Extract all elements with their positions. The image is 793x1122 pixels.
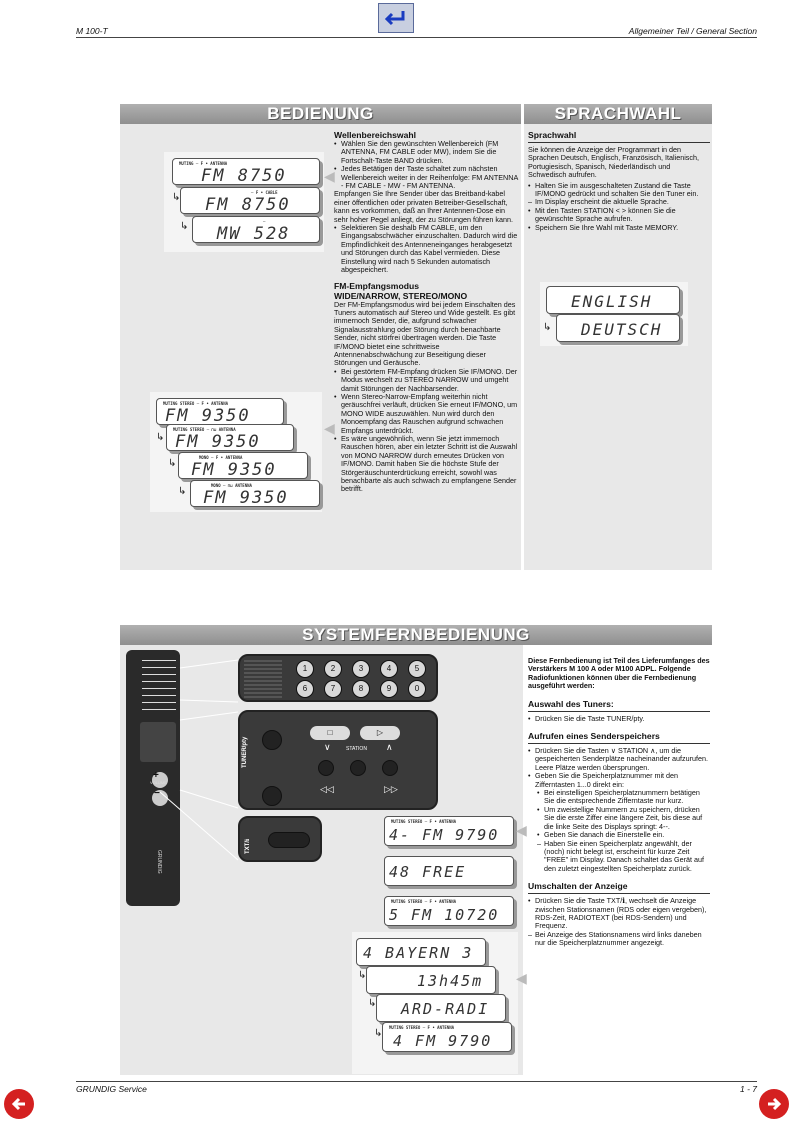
section-heading: Auswahl des Tuners: <box>528 698 614 709</box>
volume-label: VOLUME <box>150 780 167 785</box>
plus-icon: + <box>153 770 159 781</box>
station-up-button[interactable]: ▷ <box>360 726 400 740</box>
arrow-icon: ↳ <box>156 432 165 443</box>
pointer-icon: ◀ <box>516 970 527 986</box>
minus-icon: − <box>154 788 160 799</box>
station-label: STATION <box>346 746 367 752</box>
remote-brand-label: GRUNDIG <box>156 850 162 874</box>
paragraph: Der FM-Empfangsmodus wird bei jedem Einschalten des Tuners automatisch auf Stereo und Wide gestellt. Es gibt immernoch Sender, die, aufgrund schwacher Signalausstrahlung oder Störung durch benachbarte Sender, nicht störfrei übertragen werden. Die Taste IF/MONO bietet eine schrittweise Antennenabschwächung zur Beseitigung dieser Störungen und Geräusche. <box>334 299 516 368</box>
section-heading: WIDE/NARROW, STEREO/MONO <box>334 290 468 301</box>
next-page-button[interactable] <box>759 1089 789 1119</box>
previous-page-button[interactable] <box>4 1089 34 1119</box>
key-8[interactable]: 8 <box>352 680 370 698</box>
system-text <box>528 657 710 948</box>
lcd-display: ─ F • CABLE FM 8750 <box>180 187 320 214</box>
pointer-icon: ◀ <box>324 168 335 184</box>
txt-label: TXT/ℹ <box>245 838 251 854</box>
list-item: • Drücken Sie die Taste TXT/ℹ, wechselt die Anzeige zwischen Stationsnamen (RDS oder eigen vergeben), RDS-Zeit, RADIOTEXT (bei RDS-Sendern) und Frequenz. <box>528 897 710 931</box>
list-item: • Drücken Sie die Tasten ∨ STATION ∧, um die gespeicherten Senderplätze nacheinander aufzurufen. Leere Plätze werden übersprungen. <box>528 747 710 772</box>
arrow-icon: ↳ <box>358 970 367 981</box>
chevron-up-icon: ∧ <box>386 742 393 752</box>
lcd-display: MONO ─ F • ANTENNA FM 9350 <box>178 452 308 479</box>
list-item: • Wählen Sie den gewünschten Wellenbereich (FM ANTENNA, FM CABLE oder MW), indem Sie die Fortschalt-Taste BAND drücken. <box>334 140 518 165</box>
key-0[interactable]: 0 <box>408 680 426 698</box>
arrow-right-icon <box>765 1095 783 1113</box>
arrow-icon: ↳ <box>172 192 181 203</box>
list-item: • Halten Sie im ausgeschalteten Zustand die Taste IF/MONO gedrückt und schalten Sie den Tuner ein. <box>528 182 710 199</box>
list-item: • Jedes Betätigen der Taste schaltet zum nächsten Wellenbereich weiter in der Reihenfolge: FM ANTENNA - FM CABLE - MW - FM ANTENNA. <box>334 165 518 190</box>
pointer-icon: ◀ <box>324 420 335 436</box>
key-1[interactable]: 1 <box>296 660 314 678</box>
lcd-display: MUTING STEREO ─ F • ANTENNA 4 FM 9790 <box>382 1022 512 1052</box>
lcd-display: ARD-RADI <box>376 994 506 1022</box>
rewind-icon: ◁◁ <box>320 784 334 794</box>
key-4[interactable]: 4 <box>380 660 398 678</box>
paragraph: Sie können die Anzeige der Programmart in den Sprachen Deutsch, Englisch, Französisch, Italienisch, Portugiesisch, Spanisch, Niederländisch und Schwedisch aufrufen. <box>528 145 699 180</box>
lcd-display: DEUTSCH <box>556 314 680 342</box>
lcd-display: 4 BAYERN 3 <box>356 938 486 966</box>
lcd-display: 48 FREE <box>384 856 514 886</box>
divider <box>528 893 710 894</box>
intro-paragraph: Diese Fernbedienung ist Teil des Lieferumfanges des Verstärkers M 100 A oder M100 ADPL. Folgende Radiofunktionen können über die Fernbedienung ausgeführt werden: <box>528 656 710 691</box>
list-item: • Geben Sie die Speicherplatznummer mit den Zifferntasten 1...0 direkt ein: <box>528 772 710 789</box>
lcd-display: MUTING STEREO ─ F • ANTENNA FM 9350 <box>156 398 284 425</box>
key-7[interactable]: 7 <box>324 680 342 698</box>
footer-brand: GRUNDIG Service <box>76 1084 147 1094</box>
header-section: Allgemeiner Teil / General Section <box>628 26 757 36</box>
list-item: • Es wäre ungewöhnlich, wenn Sie jetzt immernoch Rauschen hören, aber ein letzter Schritt ist die Auswahl von MONO NARROW durch erneutes Drücken von IF/MONO. Damit haben Sie die höchste Stufe der Störgeräuschunterdrückung erreicht, sowohl was benachbarte als auch schwach zu empfangene Sender betrifft. <box>334 435 518 494</box>
arrow-icon: ↳ <box>168 458 177 469</box>
list-item: – Bei Anzeige des Stationsnamens wird links daneben nur die Speicherplatznummer angezeigt. <box>528 931 710 948</box>
section-heading: Wellenbereichswahl <box>334 130 416 140</box>
lcd-display: ENGLISH <box>546 286 680 314</box>
divider <box>528 743 710 744</box>
list-item: – Haben Sie einen Speicherplatz angewählt, der (noch) nicht belegt ist, erscheint für kurze Zeit "FREE" im Display. Danach schaltet das Gerät auf den zuletzt eingestellten Speicherplatz zurück. <box>528 840 710 874</box>
list-item: • Geben Sie danach die Einerstelle ein. <box>528 831 710 839</box>
lcd-display: 13h45m <box>366 966 496 994</box>
lcd-display: MUTING STEREO ─ F • ANTENNA 4- FM 9790 <box>384 816 514 846</box>
lcd-display: MUTING ─ F • ANTENNA FM 8750 <box>172 158 320 185</box>
list-item: • Wenn Stereo-Narrow-Empfang weiterhin nicht geräuschfrei verläuft, drücken Sie erneut IF/MONO, um MONO WIDE auszuwählen. Nun wird durch den Monoempfang das Rauschen aufgrund schwachen Empfangs unterdrückt. <box>334 393 518 435</box>
pointer-icon: ◀ <box>516 822 527 838</box>
arrow-left-icon <box>10 1095 28 1113</box>
section-heading: Sprachwahl <box>528 130 577 140</box>
list-item: • Drücken Sie die Taste TUNER/pty. <box>528 715 710 723</box>
chevron-down-icon: ∨ <box>324 742 331 752</box>
key-5[interactable]: 5 <box>408 660 426 678</box>
bedienung-banner: BEDIENUNG <box>120 104 521 124</box>
lcd-display: ─ MW 528 <box>192 216 320 243</box>
arrow-icon: ↳ <box>180 221 189 232</box>
station-down-button[interactable]: □ <box>310 726 350 740</box>
list-item: • Bei einstelligen Speicherplatznummern betätigen Sie die entsprechende Zifferntaste nur kurz. <box>528 789 710 806</box>
section-heading: Aufrufen eines Senderspeichers <box>528 731 660 742</box>
lcd-display: MUTING STEREO ─ ⊓⊔ ANTENNA FM 9350 <box>166 424 294 451</box>
key-3[interactable]: 3 <box>352 660 370 678</box>
page-number: 1 - 7 <box>739 1084 757 1094</box>
lcd-display: MONO ─ ⊓⊔ ANTENNA FM 9350 <box>190 480 320 507</box>
section-heading: FM-Empfangsmodus <box>334 280 419 291</box>
lcd-display: MUTING STEREO ─ F • ANTENNA 5 FM 10720 <box>384 896 514 926</box>
section-heading: Umschalten der Anzeige <box>528 881 628 892</box>
list-item: • Um zweistellige Nummern zu speichern, drücken Sie die erste Ziffer eine längere Zeit, bis diese auf die linke Seite des Displays springt: 4--. <box>528 806 710 831</box>
list-item: • Speichern Sie Ihre Wahl mit Taste MEMORY. <box>528 224 710 232</box>
paragraph: Empfangen Sie Ihre Sender über das Breitband-kabel einer öffentlichen oder privaten Betreiber-Gesellschaft, kann es vorkommen, daß an Ihrer Antennen-Dose ein sehr hoher Pegel anliegt, der zu Störungen führen kann. <box>334 189 514 224</box>
key-2[interactable]: 2 <box>324 660 342 678</box>
divider <box>528 711 710 712</box>
arrow-icon: ↳ <box>543 322 552 333</box>
list-item: • Mit den Tasten STATION < > können Sie die gewünschte Sprache aufrufen. <box>528 207 710 224</box>
arrow-icon: ↳ <box>368 998 377 1009</box>
arrow-icon: ↳ <box>374 1028 383 1039</box>
key-6[interactable]: 6 <box>296 680 314 698</box>
footer-rule <box>76 1081 757 1082</box>
list-item: – Im Display erscheint die aktuelle Sprache. <box>528 198 710 206</box>
key-9[interactable]: 9 <box>380 680 398 698</box>
tuner-label: TUNER/pty <box>242 736 248 768</box>
arrow-icon: ↳ <box>178 486 187 497</box>
forward-icon: ▷▷ <box>384 784 398 794</box>
system-banner: SYSTEMFERNBEDIENUNG <box>120 625 712 645</box>
list-item: • Bei gestörtem FM-Empfang drücken Sie IF/MONO. Der Modus wechselt zu STEREO NARROW und umgeht damit Störungen der Nachbarsender. <box>334 368 518 393</box>
header-model: M 100-T <box>76 26 108 36</box>
list-item: • Selektieren Sie deshalb FM CABLE, um den Eingangsabschwächer einzuschalten. Dadurch wird die Empfindlichkeit des Antenneneinganges herabgesetzt und Störungen durch das Kabel vermieden. Diese Einstellung wird nach 5 Sekunden automatisch abgespeichert. <box>334 224 518 274</box>
sprachwahl-banner: SPRACHWAHL <box>524 104 712 124</box>
